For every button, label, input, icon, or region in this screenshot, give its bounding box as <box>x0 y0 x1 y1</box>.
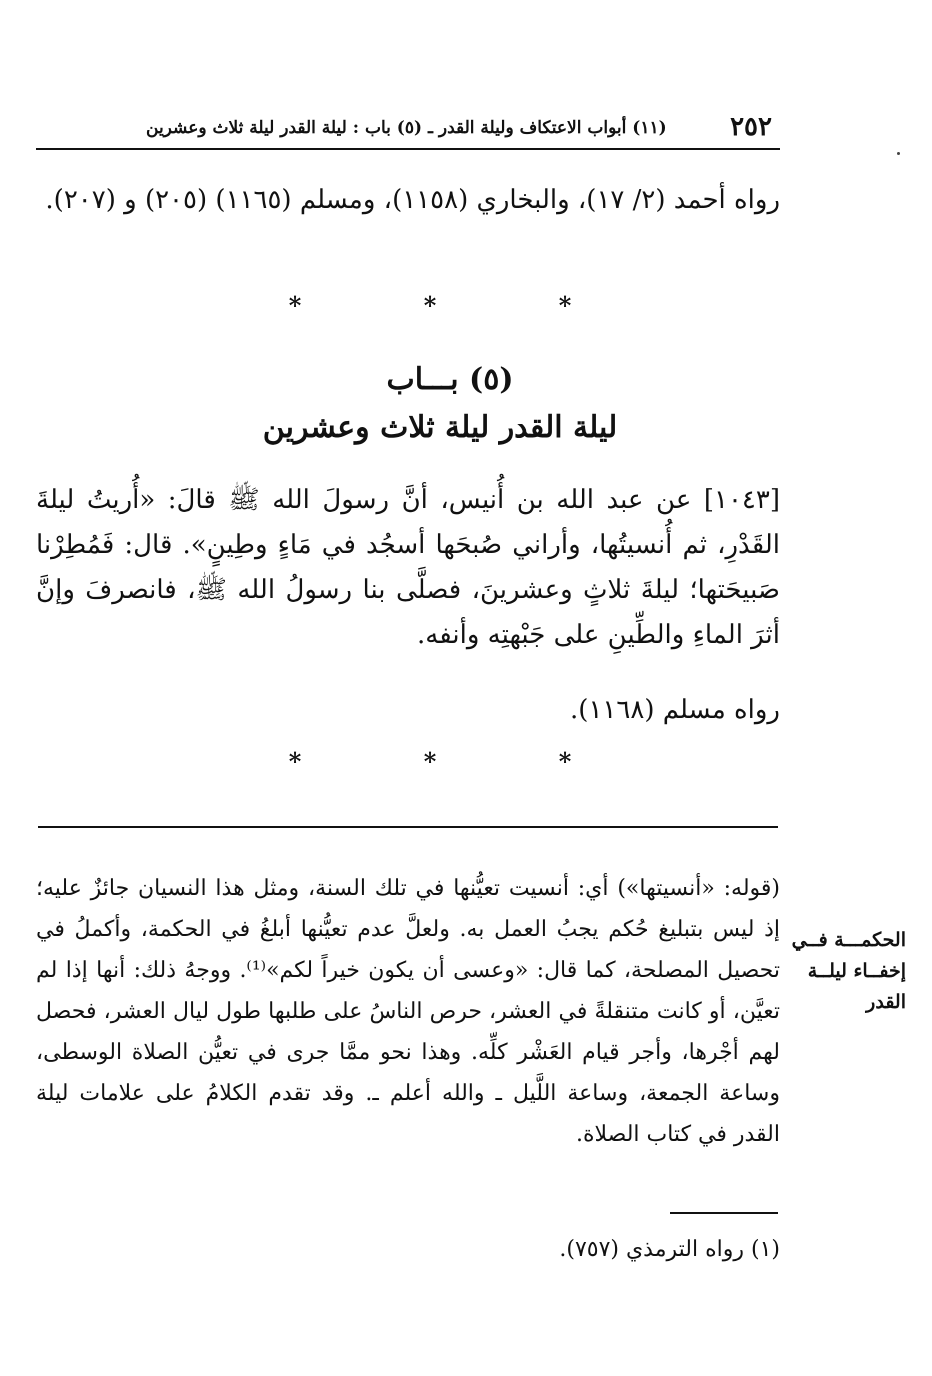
commentary-divider <box>38 826 778 828</box>
separator-top <box>280 290 580 320</box>
margin-note <box>788 925 906 1018</box>
commentary-text: (قوله: «أنسيتها») أي: أنسيت تعيُّنها في تلك السنة، ومثل هذا النسيان جائزٌ عليه؛ إذ ليس بتبليغ حُكم يجبُ العمل به. ولعلَّ عدم تعيُّنها أبلغُ في الحكمة، وأكملُ في تحصيل المصلحة، كما قال: «وعسى أن يكون خيراً لكم»⁽¹⁾. ووجهُ ذلك: أنها إذا لم تعيَّن، أو كانت متنقلةً في العشر، حرص الناسُ على طلبها طول ليال العشر، فحصل لهم أجْرها، وأجر قيام العَشْر كلِّه. وهذا نحو ممَّا جرى في تعيُّن الصلاة الوسطى، وساعة الجمعة، وساعة اللَّيل ـ والله أعلم ـ. وقد تقدم الكلامُ على علامات ليلة القدر في كتاب الصلاة. <box>36 876 781 1147</box>
running-header <box>36 110 780 150</box>
separator-star: * <box>558 746 572 776</box>
separator-star: * <box>288 290 302 320</box>
chapter-number: (٥) بـــاب <box>386 362 514 397</box>
separator-star: * <box>423 746 437 776</box>
footnote-divider <box>670 1212 778 1214</box>
top-citation: رواه أحمد (٢/ ١٧)، والبخاري (١١٥٨)، ومسلم (١١٦٥) (٢٠٥) و (٢٠٧). <box>45 185 780 215</box>
footnote: (١) رواه الترمذي (٧٥٧). <box>559 1237 780 1262</box>
margin-note-line: القدر <box>866 991 906 1013</box>
margin-dot <box>897 152 900 155</box>
hadith-text: [١٠٤٣] عن عبد الله بن أُنيس، أنَّ رسولَ الله ﷺ قالَ: «أُريتُ ليلةَ القَدْرِ، ثم أُنسيتُها، وأراني صُبحَها أسجُد في مَاءٍ وطِينٍ». قال: فَمُطِرْنا صَبيحَتها؛ ليلةَ ثلاثٍ وعشرينَ، فصلَّى بنا رسولُ الله ﷺ، فانصرفَ وإنَّ أثرَ الماءِ والطِّينِ على جَبْهتِه وأنفه. <box>36 485 780 650</box>
separator-star: * <box>558 290 572 320</box>
separator-star: * <box>423 290 437 320</box>
chapter-title: ليلة القدر ليلة ثلاث وعشرين <box>262 410 618 445</box>
separator-bottom <box>280 746 580 776</box>
hadith-citation: رواه مسلم (١١٦٨). <box>570 695 780 725</box>
separator-star: * <box>288 746 302 776</box>
page-number: ٢٥٢ <box>730 112 772 142</box>
running-header-title: (١١) أبواب الاعتكاف وليلة القدر ـ (٥) باب : ليلة القدر ليلة ثلاث وعشرين <box>146 118 667 138</box>
margin-note-line: الحكمـــة فــي <box>791 929 906 951</box>
margin-note-line: إخفــاء ليلــة <box>807 960 906 982</box>
